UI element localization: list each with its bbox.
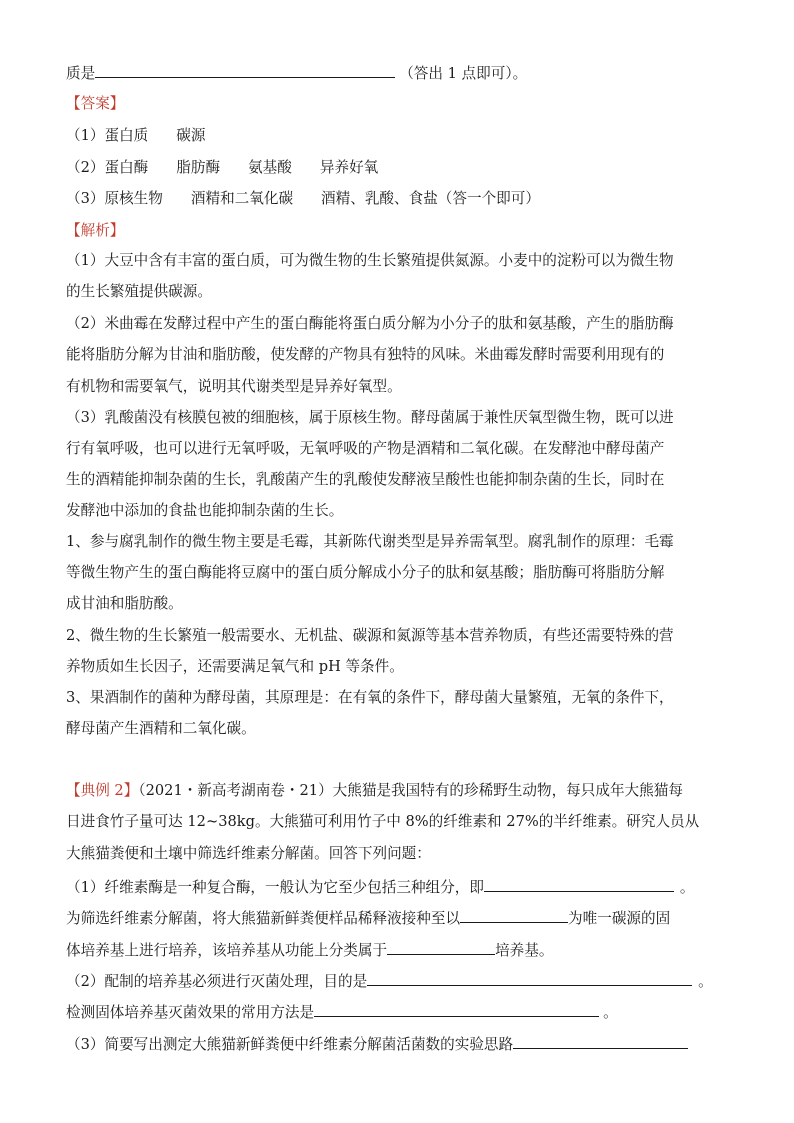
analysis-line: 的生长繁殖提供碳源。: [66, 283, 212, 300]
question-text: 。: [679, 879, 695, 896]
question-text: 。: [603, 1004, 618, 1021]
analysis-line: （3）乳酸菌没有核膜包被的细胞核，属于原核生物。酵母菌属于兼性厌氧型微生物，既可以进: [66, 409, 674, 426]
answer-item: 碳源: [176, 127, 206, 144]
analysis-line: 生的酒精能抑制杂菌的生长，乳酸菌产生的乳酸使发酵液呈酸性也能抑制杂菌的生长，同时在: [66, 471, 665, 488]
analysis-line: 成甘油和脂肪酸。: [66, 595, 183, 612]
example-tag: 【典例 2】: [66, 782, 139, 799]
question-text: 体培养基上进行培养，该培养基从功能上分类属于: [66, 942, 388, 959]
question-text: （2）配制的培养基必须进行灭菌处理，目的是: [66, 973, 368, 990]
answer-line-3: [66, 189, 540, 209]
answer-blank[interactable]: [460, 907, 568, 923]
answer-heading: 【答案】: [66, 95, 125, 112]
example-line-1: [66, 781, 683, 801]
question-1a: [66, 876, 695, 898]
answer-item: 异养好氧: [319, 159, 379, 176]
answer-item: 酒精和二氧化碳: [190, 190, 294, 207]
question-2a: [66, 970, 713, 992]
question-2b: [66, 1001, 618, 1023]
answer-number: （3）: [66, 190, 105, 207]
answer-blank[interactable]: [95, 62, 395, 78]
answer-item: 脂肪酶: [176, 159, 221, 176]
analysis-line: 1、参与腐乳制作的微生物主要是毛霉，其新陈代谢类型是异养需氧型。腐乳制作的原理：毛霉: [66, 533, 674, 550]
question-text: （1）纤维素酶是一种复合酶，一般认为它至少包括三种组分，即: [66, 879, 484, 896]
analysis-line: 酵母菌产生酒精和二氧化碳。: [66, 720, 256, 737]
answer-number: （1）: [66, 127, 105, 144]
answer-blank[interactable]: [387, 939, 495, 955]
example-line-2: 日进食竹子量可达 12~38kg。大熊猫可利用竹子中 8%的纤维素和 27%的半纤维素。研究人员从: [66, 813, 700, 830]
answer-line-2: [66, 158, 378, 178]
analysis-line: （1）大豆中含有丰富的蛋白质，可为微生物的生长繁殖提供氮源。小麦中的淀粉可以为微生物: [66, 252, 674, 269]
answer-blank[interactable]: [314, 1001, 599, 1017]
question-text: 为唯一碳源的固: [568, 910, 671, 927]
question-text: 。: [698, 973, 713, 990]
answer-blank[interactable]: [367, 970, 692, 986]
analysis-line: 发酵池中添加的食盐也能抑制杂菌的生长。: [66, 502, 344, 519]
answer-blank[interactable]: [484, 876, 674, 892]
question-text: 检测固体培养基灭菌效果的常用方法是: [66, 1004, 315, 1021]
example-line-3: 大熊猫粪便和土壤中筛选纤维素分解菌。回答下列问题：: [66, 845, 431, 862]
question-text: （3）简要写出测定大熊猫新鲜粪便中纤维素分解菌活菌数的实验思路: [66, 1036, 514, 1053]
question-text: 质是: [66, 65, 96, 82]
question-3: [66, 1033, 688, 1055]
analysis-line: 有机物和需要氧气，说明其代谢类型是异养好氧型。: [66, 378, 402, 395]
answer-blank[interactable]: [513, 1033, 688, 1049]
analysis-heading: 【解析】: [66, 222, 125, 239]
answer-item: 氨基酸: [248, 159, 292, 176]
answer-item: 蛋白质: [104, 127, 149, 144]
answer-item: 酒精、乳酸、食盐（答一个即可）: [321, 190, 540, 207]
analysis-line: 2、微生物的生长繁殖一般需要水、无机盐、碳源和氮源等基本营养物质，有些还需要特殊的营: [66, 627, 674, 644]
analysis-line: 养物质如生长因子，还需要满足氧气和 pH 等条件。: [66, 658, 404, 675]
answer-line-1: [66, 126, 205, 146]
question-text: 为筛选纤维素分解菌，将大熊猫新鲜粪便样品稀释液接种至以: [66, 910, 461, 927]
answer-item: 原核生物: [104, 190, 163, 207]
analysis-line: 3、果酒制作的菌种为酵母菌，其原理是：在有氧的条件下，酵母菌大量繁殖，无氧的条件下，: [66, 689, 674, 706]
analysis-line: （2）米曲霉在发酵过程中产生的蛋白酶能将蛋白质分解为小分子的肽和氨基酸，产生的脂肪酶: [66, 315, 674, 332]
answer-item: 蛋白酶: [104, 159, 149, 176]
analysis-line: 行有氧呼吸，也可以进行无氧呼吸，无氧呼吸的产物是酒精和二氧化碳。在发酵池中酵母菌产: [66, 440, 665, 457]
question-text: 培养基。: [495, 942, 554, 959]
question-1c: [66, 939, 553, 961]
analysis-line: 能将脂肪分解为甘油和脂肪酸，使发酵的产物具有独特的风味。米曲霉发酵时需要利用现有的: [66, 346, 665, 363]
question-text: （答出 1 点即可）。: [399, 65, 528, 82]
example-text: （2021・新高考湖南卷・21）大熊猫是我国特有的珍稀野生动物，每只成年大熊猫每: [138, 782, 683, 799]
analysis-line: 等微生物产生的蛋白酶能将豆腐中的蛋白质分解成小分子的肽和氨基酸；脂肪酶可将脂肪分解: [66, 564, 665, 581]
answer-number: （2）: [66, 159, 105, 176]
question-1b: [66, 907, 670, 929]
question-line-tail: [66, 62, 527, 84]
